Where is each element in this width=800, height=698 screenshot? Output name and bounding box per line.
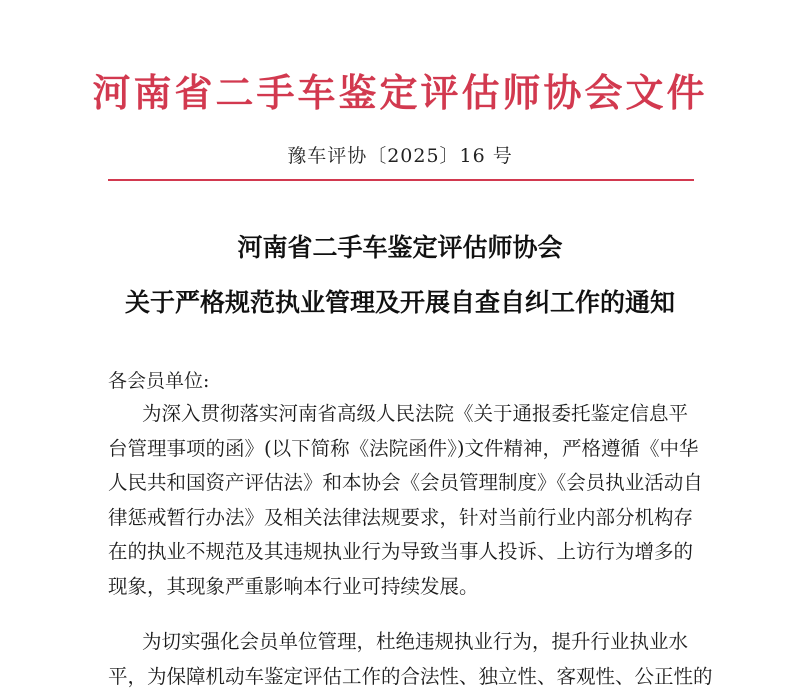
notice-title-line-1: 河南省二手车鉴定评估师协会 <box>237 233 563 262</box>
paragraph-line: 为切实强化会员单位管理，杜绝违规执业行为，提升行业执业水 <box>142 630 689 653</box>
paragraph-line: 为深入贯彻落实河南省高级人民法院《关于通报委托鉴定信息平 <box>142 402 689 425</box>
paragraph-line: 律惩戒暂行办法》及相关法律法规要求，针对当前行业内部分机构存 <box>108 505 694 529</box>
body-paragraph-2 <box>108 625 713 694</box>
paragraph-line: 在的执业不规范及其违规执业行为导致当事人投诉、上访行为增多的 <box>108 540 694 563</box>
paragraph-line: 现象，其现象严重影响本行业可持续发展。 <box>108 574 479 598</box>
paragraph-line: 人民共和国资产评估法》和本协会《会员管理制度》《会员执业活动自 <box>108 471 703 494</box>
paragraph-line: 平，为保障机动车鉴定评估工作的合法性、独立性、客观性、公正性的 <box>108 664 713 688</box>
salutation: 各会员单位: <box>108 370 210 392</box>
document-header-title: 河南省二手车鉴定评估师协会文件 <box>92 70 708 115</box>
notice-title-line-2: 关于严格规范执业管理及开展自查自纠工作的通知 <box>124 288 675 317</box>
paragraph-line: 台管理事项的函》(以下简称《法院函件》)文件精神，严格遵循《中华 <box>108 436 699 460</box>
body-paragraph-1 <box>108 397 702 604</box>
document-number: 豫车评协〔2025〕16 号 <box>287 145 513 167</box>
red-separator-line <box>108 179 694 181</box>
